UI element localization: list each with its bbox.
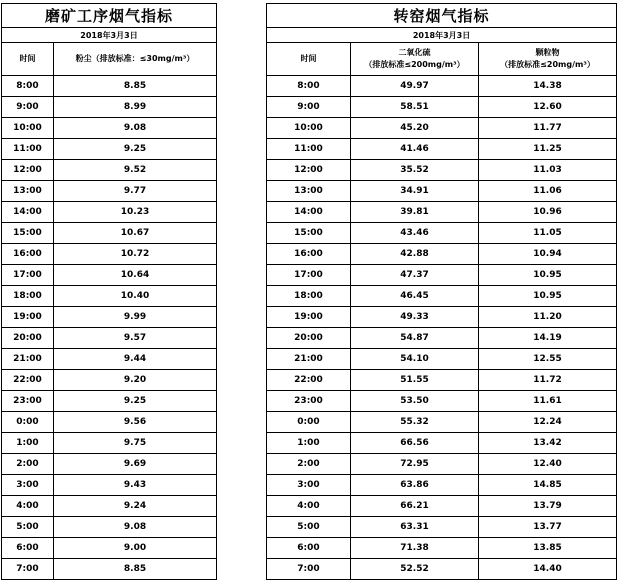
- dust-value-cell: 9.25: [54, 391, 217, 412]
- time-cell: 10:00: [2, 118, 54, 139]
- dust-value-cell: 9.08: [54, 118, 217, 139]
- grinding-dust-header: 粉尘（排放标准：≤30mg/m³）: [54, 43, 217, 76]
- time-cell: 1:00: [2, 433, 54, 454]
- time-cell: 0:00: [2, 412, 54, 433]
- table-row: [2, 265, 217, 286]
- table-row: [2, 433, 217, 454]
- so2-value-cell: 71.38: [351, 538, 479, 559]
- pm-value-cell: 11.77: [479, 118, 617, 139]
- time-cell: 19:00: [267, 307, 351, 328]
- table-row: [267, 475, 617, 496]
- table-row: [2, 160, 217, 181]
- table-row: [267, 244, 617, 265]
- time-cell: 20:00: [267, 328, 351, 349]
- time-cell: 23:00: [2, 391, 54, 412]
- table-row: [267, 412, 617, 433]
- dust-value-cell: 9.99: [54, 307, 217, 328]
- so2-value-cell: 51.55: [351, 370, 479, 391]
- so2-value-cell: 66.21: [351, 496, 479, 517]
- table-row: [267, 517, 617, 538]
- dust-value-cell: 8.85: [54, 76, 217, 97]
- time-cell: 4:00: [2, 496, 54, 517]
- time-cell: 11:00: [267, 139, 351, 160]
- pm-value-cell: 14.40: [479, 559, 617, 580]
- dust-value-cell: 9.56: [54, 412, 217, 433]
- table-row: [267, 118, 617, 139]
- grinding-table-title: 磨矿工序烟气指标: [2, 4, 217, 28]
- grinding-table-body: [2, 4, 217, 580]
- table-row: [267, 454, 617, 475]
- table-row: [2, 139, 217, 160]
- pm-value-cell: 11.20: [479, 307, 617, 328]
- pm-value-cell: 12.55: [479, 349, 617, 370]
- kiln-pm-name: 颗粒物: [535, 48, 560, 57]
- dust-value-cell: 9.52: [54, 160, 217, 181]
- kiln-pm-header: [479, 43, 617, 76]
- time-cell: 2:00: [2, 454, 54, 475]
- kiln-so2-header: [351, 43, 479, 76]
- pm-value-cell: 14.85: [479, 475, 617, 496]
- time-cell: 9:00: [2, 97, 54, 118]
- time-cell: 22:00: [267, 370, 351, 391]
- pm-value-cell: 13.85: [479, 538, 617, 559]
- grinding-title-row: [2, 4, 217, 28]
- dust-value-cell: 9.75: [54, 433, 217, 454]
- table-row: [267, 202, 617, 223]
- kiln-pm-standard: （排放标准≤20mg/m³）: [500, 60, 595, 69]
- time-cell: 16:00: [267, 244, 351, 265]
- dust-value-cell: 10.67: [54, 223, 217, 244]
- so2-value-cell: 34.91: [351, 181, 479, 202]
- so2-value-cell: 63.31: [351, 517, 479, 538]
- time-cell: 17:00: [2, 265, 54, 286]
- time-cell: 14:00: [2, 202, 54, 223]
- time-cell: 3:00: [267, 475, 351, 496]
- grinding-date-row: [2, 28, 217, 43]
- dust-value-cell: 9.69: [54, 454, 217, 475]
- so2-value-cell: 72.95: [351, 454, 479, 475]
- time-cell: 11:00: [2, 139, 54, 160]
- pm-value-cell: 14.19: [479, 328, 617, 349]
- dust-value-cell: 10.40: [54, 286, 217, 307]
- so2-value-cell: 43.46: [351, 223, 479, 244]
- time-cell: 12:00: [2, 160, 54, 181]
- table-row: [2, 538, 217, 559]
- pm-value-cell: 11.72: [479, 370, 617, 391]
- table-row: [2, 370, 217, 391]
- pm-value-cell: 11.06: [479, 181, 617, 202]
- grinding-time-header: 时间: [2, 43, 54, 76]
- table-row: [267, 391, 617, 412]
- table-row: [2, 97, 217, 118]
- time-cell: 18:00: [267, 286, 351, 307]
- pm-value-cell: 13.77: [479, 517, 617, 538]
- time-cell: 22:00: [2, 370, 54, 391]
- table-row: [267, 370, 617, 391]
- kiln-table-date: 2018年3月3日: [267, 28, 617, 43]
- time-cell: 14:00: [267, 202, 351, 223]
- so2-value-cell: 46.45: [351, 286, 479, 307]
- so2-value-cell: 49.33: [351, 307, 479, 328]
- so2-value-cell: 47.37: [351, 265, 479, 286]
- so2-value-cell: 54.10: [351, 349, 479, 370]
- table-row: [267, 97, 617, 118]
- time-cell: 19:00: [2, 307, 54, 328]
- dust-value-cell: 10.72: [54, 244, 217, 265]
- table-row: [267, 349, 617, 370]
- kiln-table-body: [267, 4, 617, 580]
- table-row: [2, 412, 217, 433]
- table-row: [267, 328, 617, 349]
- so2-value-cell: 66.56: [351, 433, 479, 454]
- pm-value-cell: 13.42: [479, 433, 617, 454]
- dust-value-cell: 9.24: [54, 496, 217, 517]
- table-row: [267, 307, 617, 328]
- time-cell: 9:00: [267, 97, 351, 118]
- table-row: [267, 286, 617, 307]
- time-cell: 15:00: [2, 223, 54, 244]
- so2-value-cell: 54.87: [351, 328, 479, 349]
- time-cell: 20:00: [2, 328, 54, 349]
- pm-value-cell: 10.96: [479, 202, 617, 223]
- table-row: [267, 538, 617, 559]
- time-cell: 6:00: [267, 538, 351, 559]
- grinding-table-date: 2018年3月3日: [2, 28, 217, 43]
- time-cell: 7:00: [2, 559, 54, 580]
- table-row: [2, 223, 217, 244]
- pm-value-cell: 14.38: [479, 76, 617, 97]
- table-row: [2, 244, 217, 265]
- so2-value-cell: 58.51: [351, 97, 479, 118]
- table-row: [267, 265, 617, 286]
- dust-value-cell: 8.99: [54, 97, 217, 118]
- time-cell: 4:00: [267, 496, 351, 517]
- pm-value-cell: 13.79: [479, 496, 617, 517]
- time-cell: 15:00: [267, 223, 351, 244]
- table-row: [2, 475, 217, 496]
- kiln-title-row: [267, 4, 617, 28]
- dust-value-cell: 9.77: [54, 181, 217, 202]
- time-cell: 16:00: [2, 244, 54, 265]
- table-row: [2, 181, 217, 202]
- dust-value-cell: 9.25: [54, 139, 217, 160]
- so2-value-cell: 41.46: [351, 139, 479, 160]
- so2-value-cell: 45.20: [351, 118, 479, 139]
- time-cell: 21:00: [267, 349, 351, 370]
- kiln-so2-standard: （排放标准≤200mg/m³）: [364, 60, 465, 69]
- table-row: [2, 496, 217, 517]
- table-row: [267, 559, 617, 580]
- table-row: [267, 223, 617, 244]
- so2-value-cell: 63.86: [351, 475, 479, 496]
- time-cell: 5:00: [267, 517, 351, 538]
- table-row: [267, 76, 617, 97]
- table-row: [267, 496, 617, 517]
- time-cell: 12:00: [267, 160, 351, 181]
- time-cell: 1:00: [267, 433, 351, 454]
- so2-value-cell: 49.97: [351, 76, 479, 97]
- dust-value-cell: 9.43: [54, 475, 217, 496]
- table-row: [2, 328, 217, 349]
- pm-value-cell: 12.60: [479, 97, 617, 118]
- time-cell: 17:00: [267, 265, 351, 286]
- dust-value-cell: 10.64: [54, 265, 217, 286]
- time-cell: 13:00: [2, 181, 54, 202]
- kiln-so2-name: 二氧化硫: [398, 48, 431, 57]
- pm-value-cell: 12.24: [479, 412, 617, 433]
- grinding-header-row: [2, 43, 217, 76]
- kiln-date-row: [267, 28, 617, 43]
- kiln-flue-gas-table: [266, 3, 617, 580]
- time-cell: 18:00: [2, 286, 54, 307]
- table-row: [2, 517, 217, 538]
- time-cell: 6:00: [2, 538, 54, 559]
- time-cell: 7:00: [267, 559, 351, 580]
- time-cell: 21:00: [2, 349, 54, 370]
- so2-value-cell: 53.50: [351, 391, 479, 412]
- table-row: [2, 202, 217, 223]
- so2-value-cell: 35.52: [351, 160, 479, 181]
- pm-value-cell: 11.03: [479, 160, 617, 181]
- time-cell: 0:00: [267, 412, 351, 433]
- so2-value-cell: 52.52: [351, 559, 479, 580]
- kiln-header-row: [267, 43, 617, 76]
- table-row: [267, 181, 617, 202]
- table-row: [2, 76, 217, 97]
- time-cell: 8:00: [2, 76, 54, 97]
- pm-value-cell: 10.95: [479, 286, 617, 307]
- table-row: [2, 454, 217, 475]
- time-cell: 2:00: [267, 454, 351, 475]
- table-row: [2, 286, 217, 307]
- so2-value-cell: 42.88: [351, 244, 479, 265]
- pm-value-cell: 11.61: [479, 391, 617, 412]
- time-cell: 8:00: [267, 76, 351, 97]
- time-cell: 3:00: [2, 475, 54, 496]
- pm-value-cell: 10.94: [479, 244, 617, 265]
- table-row: [267, 139, 617, 160]
- dust-value-cell: 9.20: [54, 370, 217, 391]
- dust-value-cell: 9.44: [54, 349, 217, 370]
- table-row: [2, 559, 217, 580]
- pm-value-cell: 10.95: [479, 265, 617, 286]
- time-cell: 23:00: [267, 391, 351, 412]
- table-row: [2, 349, 217, 370]
- table-row: [267, 160, 617, 181]
- so2-value-cell: 55.32: [351, 412, 479, 433]
- dust-value-cell: 10.23: [54, 202, 217, 223]
- table-row: [2, 391, 217, 412]
- pm-value-cell: 12.40: [479, 454, 617, 475]
- table-row: [2, 118, 217, 139]
- grinding-flue-gas-table: [1, 3, 217, 580]
- table-row: [267, 433, 617, 454]
- dust-value-cell: 9.00: [54, 538, 217, 559]
- kiln-table-title: 转窑烟气指标: [267, 4, 617, 28]
- kiln-time-header: 时间: [267, 43, 351, 76]
- pm-value-cell: 11.05: [479, 223, 617, 244]
- time-cell: 5:00: [2, 517, 54, 538]
- so2-value-cell: 39.81: [351, 202, 479, 223]
- dust-value-cell: 9.57: [54, 328, 217, 349]
- time-cell: 10:00: [267, 118, 351, 139]
- table-row: [2, 307, 217, 328]
- pm-value-cell: 11.25: [479, 139, 617, 160]
- time-cell: 13:00: [267, 181, 351, 202]
- dust-value-cell: 9.08: [54, 517, 217, 538]
- dust-value-cell: 8.85: [54, 559, 217, 580]
